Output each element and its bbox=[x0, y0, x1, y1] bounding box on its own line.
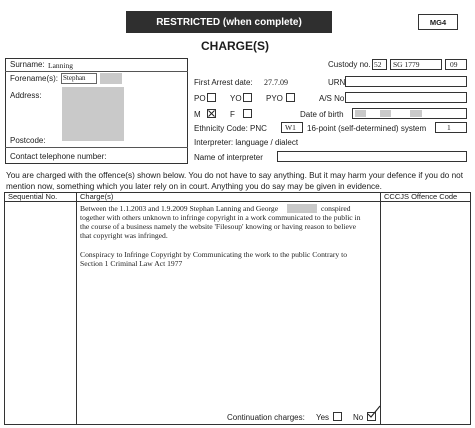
first-arrest-value[interactable]: 27.7.09 bbox=[264, 78, 288, 87]
col-header-seq: Sequential No. bbox=[8, 192, 58, 201]
forenames-value: Stephan bbox=[63, 74, 86, 82]
surname-value[interactable]: Lanning bbox=[48, 61, 73, 70]
postcode-label: Postcode: bbox=[10, 136, 46, 145]
col-header-charge: Charge(s) bbox=[80, 192, 114, 201]
charge-text-line: the course of a business namely the website 'Filesoup' knowing or having reason to believe bbox=[80, 222, 357, 231]
urn-label: URN bbox=[328, 78, 346, 87]
redacted-dob bbox=[410, 110, 422, 117]
contact-label: Contact telephone number: bbox=[10, 152, 107, 161]
redacted-address[interactable] bbox=[62, 87, 124, 141]
divider-line bbox=[5, 147, 188, 148]
ethnicity-value: W1 bbox=[285, 123, 296, 132]
charge-text-line: Between the 1.1.2003 and 1.9.2009 Stephan Lanning and George bbox=[80, 204, 279, 213]
caution-text: You are charged with the offence(s) shown below. You do not have to say anything. But it may harm your defence if you do not mention now, something which you later rely on in court. Anything you do say may be given in evidence. bbox=[6, 171, 463, 191]
sixteen-point-field[interactable] bbox=[435, 122, 467, 133]
custody-value-1: 52 bbox=[374, 60, 382, 69]
as-label: A/S No. bbox=[319, 94, 347, 103]
redacted-name bbox=[287, 204, 317, 213]
page-title: CHARGE(S) bbox=[201, 39, 269, 53]
custody-value-2: SG 1779 bbox=[393, 60, 420, 69]
male-checkbox[interactable] bbox=[207, 109, 216, 118]
column-divider bbox=[380, 192, 381, 425]
address-label: Address: bbox=[10, 91, 42, 100]
yo-label: YO bbox=[230, 94, 242, 103]
interpreter-name-label: Name of interpreter bbox=[194, 153, 263, 162]
sixteen-point-label: 16-point (self-determined) system bbox=[307, 124, 427, 133]
continuation-label: Continuation charges: bbox=[227, 413, 305, 422]
yes-checkbox[interactable] bbox=[333, 412, 342, 421]
female-checkbox[interactable] bbox=[243, 109, 252, 118]
m-label: M bbox=[194, 110, 201, 119]
table-header-divider bbox=[4, 201, 471, 202]
po-label: PO bbox=[194, 94, 206, 103]
no-label: No bbox=[353, 413, 364, 422]
interpreter-name-field[interactable] bbox=[277, 151, 467, 162]
redacted-dob bbox=[355, 110, 366, 117]
custody-label: Custody no. bbox=[328, 60, 371, 69]
urn-field[interactable] bbox=[345, 76, 467, 87]
col-header-code: CCCJS Offence Code bbox=[384, 192, 458, 201]
column-divider bbox=[76, 192, 77, 425]
divider-line bbox=[5, 71, 188, 72]
conspiracy-text-line: Conspiracy to Infringe Copyright by Communicating the work to the public Contrary to bbox=[80, 250, 348, 259]
f-label: F bbox=[230, 110, 235, 119]
redacted-forename bbox=[100, 73, 122, 84]
ethnicity-label: Ethnicity Code: PNC bbox=[194, 124, 267, 133]
interpreter-label: Interpreter: language / dialect bbox=[194, 138, 299, 147]
restricted-label: RESTRICTED (when complete) bbox=[156, 17, 302, 28]
form-code: MG4 bbox=[429, 18, 447, 27]
forenames-label: Forename(s): bbox=[10, 74, 59, 83]
conspiracy-text-line: Section 1 Criminal Law Act 1977 bbox=[80, 259, 183, 268]
charge-text-line: together with others unknown to infringe copyright in a work communicated to the public in bbox=[80, 213, 361, 222]
pyo-label: PYO bbox=[266, 94, 283, 103]
custody-value-3: 09 bbox=[450, 60, 458, 69]
tick-mark-icon bbox=[366, 404, 382, 418]
surname-label: Surname: bbox=[10, 60, 45, 69]
first-arrest-label: First Arrest date: bbox=[194, 78, 253, 87]
po-checkbox[interactable] bbox=[207, 93, 216, 102]
yes-label: Yes bbox=[316, 413, 330, 422]
as-number-field[interactable] bbox=[345, 92, 467, 103]
yo-checkbox[interactable] bbox=[243, 93, 252, 102]
charge-text-line: that copyright was infringed. bbox=[80, 231, 168, 240]
redacted-dob bbox=[380, 110, 391, 117]
sixteen-point-value: 1 bbox=[447, 123, 451, 132]
cross-mark-icon bbox=[207, 109, 216, 118]
charge-text-line: conspired bbox=[321, 204, 351, 213]
dob-label: Date of birth bbox=[300, 110, 344, 119]
pyo-checkbox[interactable] bbox=[286, 93, 295, 102]
